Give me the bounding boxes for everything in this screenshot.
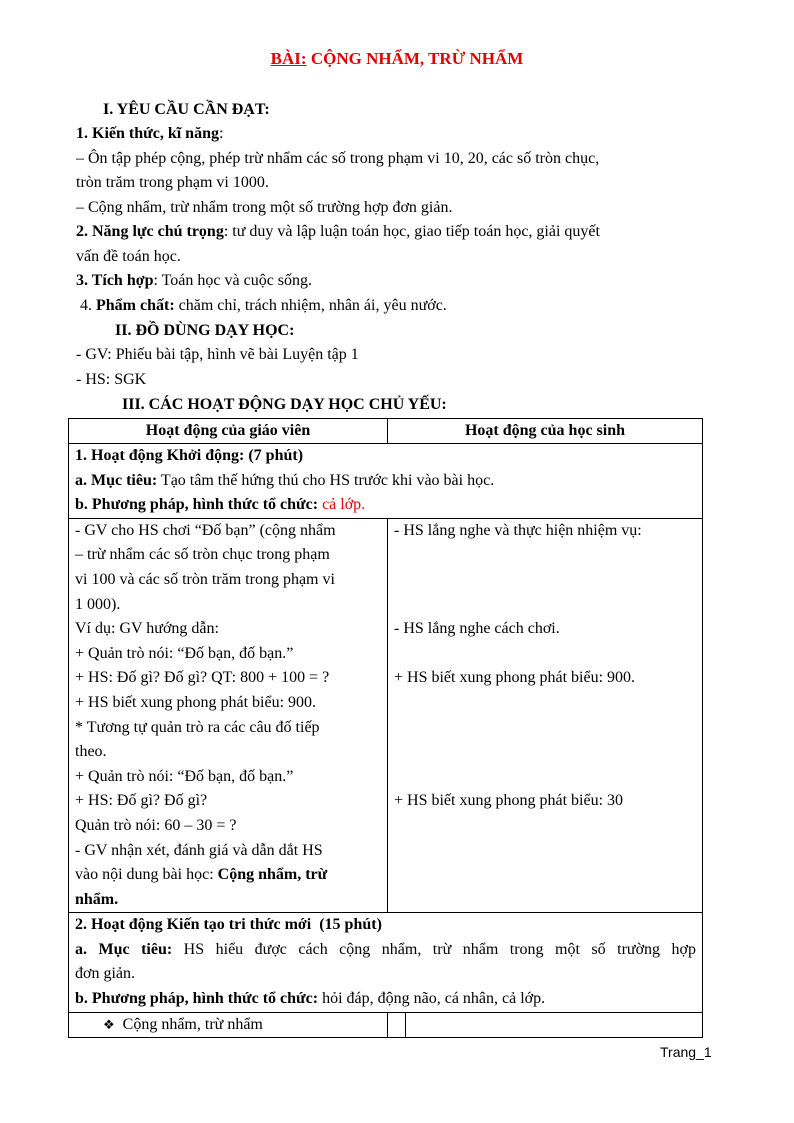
activity2-row xyxy=(69,913,703,1012)
student-line-1: - HS lắng nghe và thực hiện nhiệm vụ: xyxy=(394,521,642,539)
header-student: Hoạt động của học sinh xyxy=(388,419,703,444)
teacher-line: Quản trò nói: 60 – 30 = ? xyxy=(75,816,237,834)
teacher-line: 1 000). xyxy=(75,595,121,613)
bullet-line xyxy=(103,1013,381,1038)
integration-text: : Toán học và cuộc sống. xyxy=(153,272,313,289)
capacity-line xyxy=(76,220,600,244)
knowledge-label: 1. Kiến thức, kĩ năng xyxy=(76,125,219,142)
teacher-line: + HS: Đố gì? Đố gì? QT: 800 + 100 = ? xyxy=(75,669,330,687)
knowledge-text-3: – Cộng nhẩm, trừ nhẩm trong một số trường hợp đơn giản. xyxy=(76,199,453,216)
bullet-text: Cộng nhẩm, trừ nhẩm xyxy=(122,1015,263,1033)
empty-cell xyxy=(388,1012,703,1038)
activity1-method xyxy=(75,493,696,518)
activity1-cell xyxy=(69,444,703,519)
student-line-2: - HS lắng nghe cách chơi. xyxy=(394,620,560,638)
activity2-goal-text: HS hiểu được cách cộng nhẩm, trừ nhẩm trong một số trường hợp xyxy=(172,940,697,958)
knowledge-text-1: – Ôn tập phép cộng, phép trừ nhẩm các số trong phạm vi 10, 20, các số tròn chục, xyxy=(76,150,600,167)
quality-label: Phẩm chất: xyxy=(96,297,175,314)
activity2-title: 2. Hoạt động Kiến tạo tri thức mới (15 phút) xyxy=(75,916,382,934)
quality-line xyxy=(76,294,447,318)
activities-table xyxy=(68,418,703,1038)
lesson-name-bold: Cộng nhẩm, trừ xyxy=(217,866,328,884)
lesson-title-text: CỘNG NHẨM, TRỪ NHẨM xyxy=(306,49,524,68)
table-header-row xyxy=(69,419,703,444)
activity1-goal-label: a. Mục tiêu: xyxy=(75,471,158,489)
section1-heading: I. YÊU CẦU CẦN ĐẠT: xyxy=(103,101,270,118)
quality-num: 4. xyxy=(76,297,96,314)
page-number: Trang_1 xyxy=(660,1044,712,1060)
teacher-line: + HS biết xung phong phát biểu: 900. xyxy=(75,693,317,711)
activity2-goal-text-2: đơn giản. xyxy=(75,965,136,983)
activity2-goal xyxy=(75,938,696,963)
teacher-line: vi 100 và các số tròn trăm trong phạm vi xyxy=(75,570,335,588)
lesson-title xyxy=(0,47,794,71)
lesson-title-prefix: BÀI: xyxy=(270,49,307,68)
activity1-goal-text: Tạo tâm thế hứng thú cho HS trước khi vào bài học. xyxy=(157,471,495,489)
capacity-label: 2. Năng lực chú trọng xyxy=(76,223,224,240)
activity2-goal-label: a. Mục tiêu: xyxy=(75,940,173,958)
teacher-line-text: vào nội dung bài học: xyxy=(75,866,218,884)
activity2-method-text: hỏi đáp, động não, cá nhân, cả lớp. xyxy=(318,990,546,1008)
activity1-method-label: b. Phương pháp, hình thức tổ chức: xyxy=(75,496,319,514)
teacher-line: - GV nhận xét, đánh giá và dẫn dắt HS xyxy=(75,841,323,859)
activity2-detail-row xyxy=(69,1012,703,1038)
integration-line xyxy=(76,269,312,293)
activity1-title: 1. Hoạt động Khởi động: (7 phút) xyxy=(75,447,304,464)
teacher-line: + Quản trò nói: “Đố bạn, đố bạn.” xyxy=(75,767,294,785)
lesson-name-bold-end: nhẩm. xyxy=(75,890,119,908)
capacity-text-2: vấn đề toán học. xyxy=(76,248,181,265)
teacher-line: * Tương tự quản trò ra các câu đố tiếp xyxy=(75,718,320,736)
knowledge-text-2: tròn trăm trong phạm vi 1000. xyxy=(76,174,269,191)
materials-gv: - GV: Phiếu bài tập, hình vẽ bài Luyện tập 1 xyxy=(76,346,359,363)
activity1-goal xyxy=(75,469,696,494)
header-teacher: Hoạt động của giáo viên xyxy=(69,419,388,444)
section2-heading: II. ĐỒ DÙNG DẠY HỌC: xyxy=(115,322,295,339)
activity2-method-label: b. Phương pháp, hình thức tổ chức: xyxy=(75,990,319,1008)
teacher-line: – trừ nhẩm các số tròn chục trong phạm xyxy=(75,546,330,564)
teacher-line: theo. xyxy=(75,743,107,761)
knowledge-colon: : xyxy=(218,125,224,142)
teacher-line: - GV cho HS chơi “Đố bạn” (cộng nhẩm xyxy=(75,521,336,539)
materials-hs: - HS: SGK xyxy=(76,371,147,388)
student-line-4: + HS biết xung phong phát biểu: 30 xyxy=(394,792,624,810)
student-cell xyxy=(388,518,703,913)
activity1-row xyxy=(69,444,703,519)
quality-text: chăm chỉ, trách nhiệm, nhân ái, yêu nước. xyxy=(174,297,447,314)
teacher-line: Ví dụ: GV hướng dẫn: xyxy=(75,620,219,638)
activity2-method xyxy=(75,987,696,1012)
teacher-line: + HS: Đố gì? Đố gì? xyxy=(75,792,208,810)
knowledge-line xyxy=(76,122,223,146)
teacher-cell xyxy=(69,518,388,913)
teacher-line: + Quản trò nói: “Đố bạn, đố bạn.” xyxy=(75,644,294,662)
teacher-line-last xyxy=(75,863,381,888)
activity2-cell xyxy=(69,913,703,1012)
activity1-method-text: cả lớp. xyxy=(318,496,366,514)
integration-label: 3. Tích hợp xyxy=(76,272,154,289)
diamond-bullet-icon: ❖ xyxy=(103,1016,115,1032)
bullet-cell xyxy=(69,1012,388,1038)
activity1-detail-row xyxy=(69,518,703,913)
student-line-3: + HS biết xung phong phát biểu: 900. xyxy=(394,669,636,687)
capacity-text: : tư duy và lập luận toán học, giao tiếp toán học, giải quyết xyxy=(223,223,600,240)
section3-heading: III. CÁC HOẠT ĐỘNG DẠY HỌC CHỦ YẾU: xyxy=(122,396,447,413)
